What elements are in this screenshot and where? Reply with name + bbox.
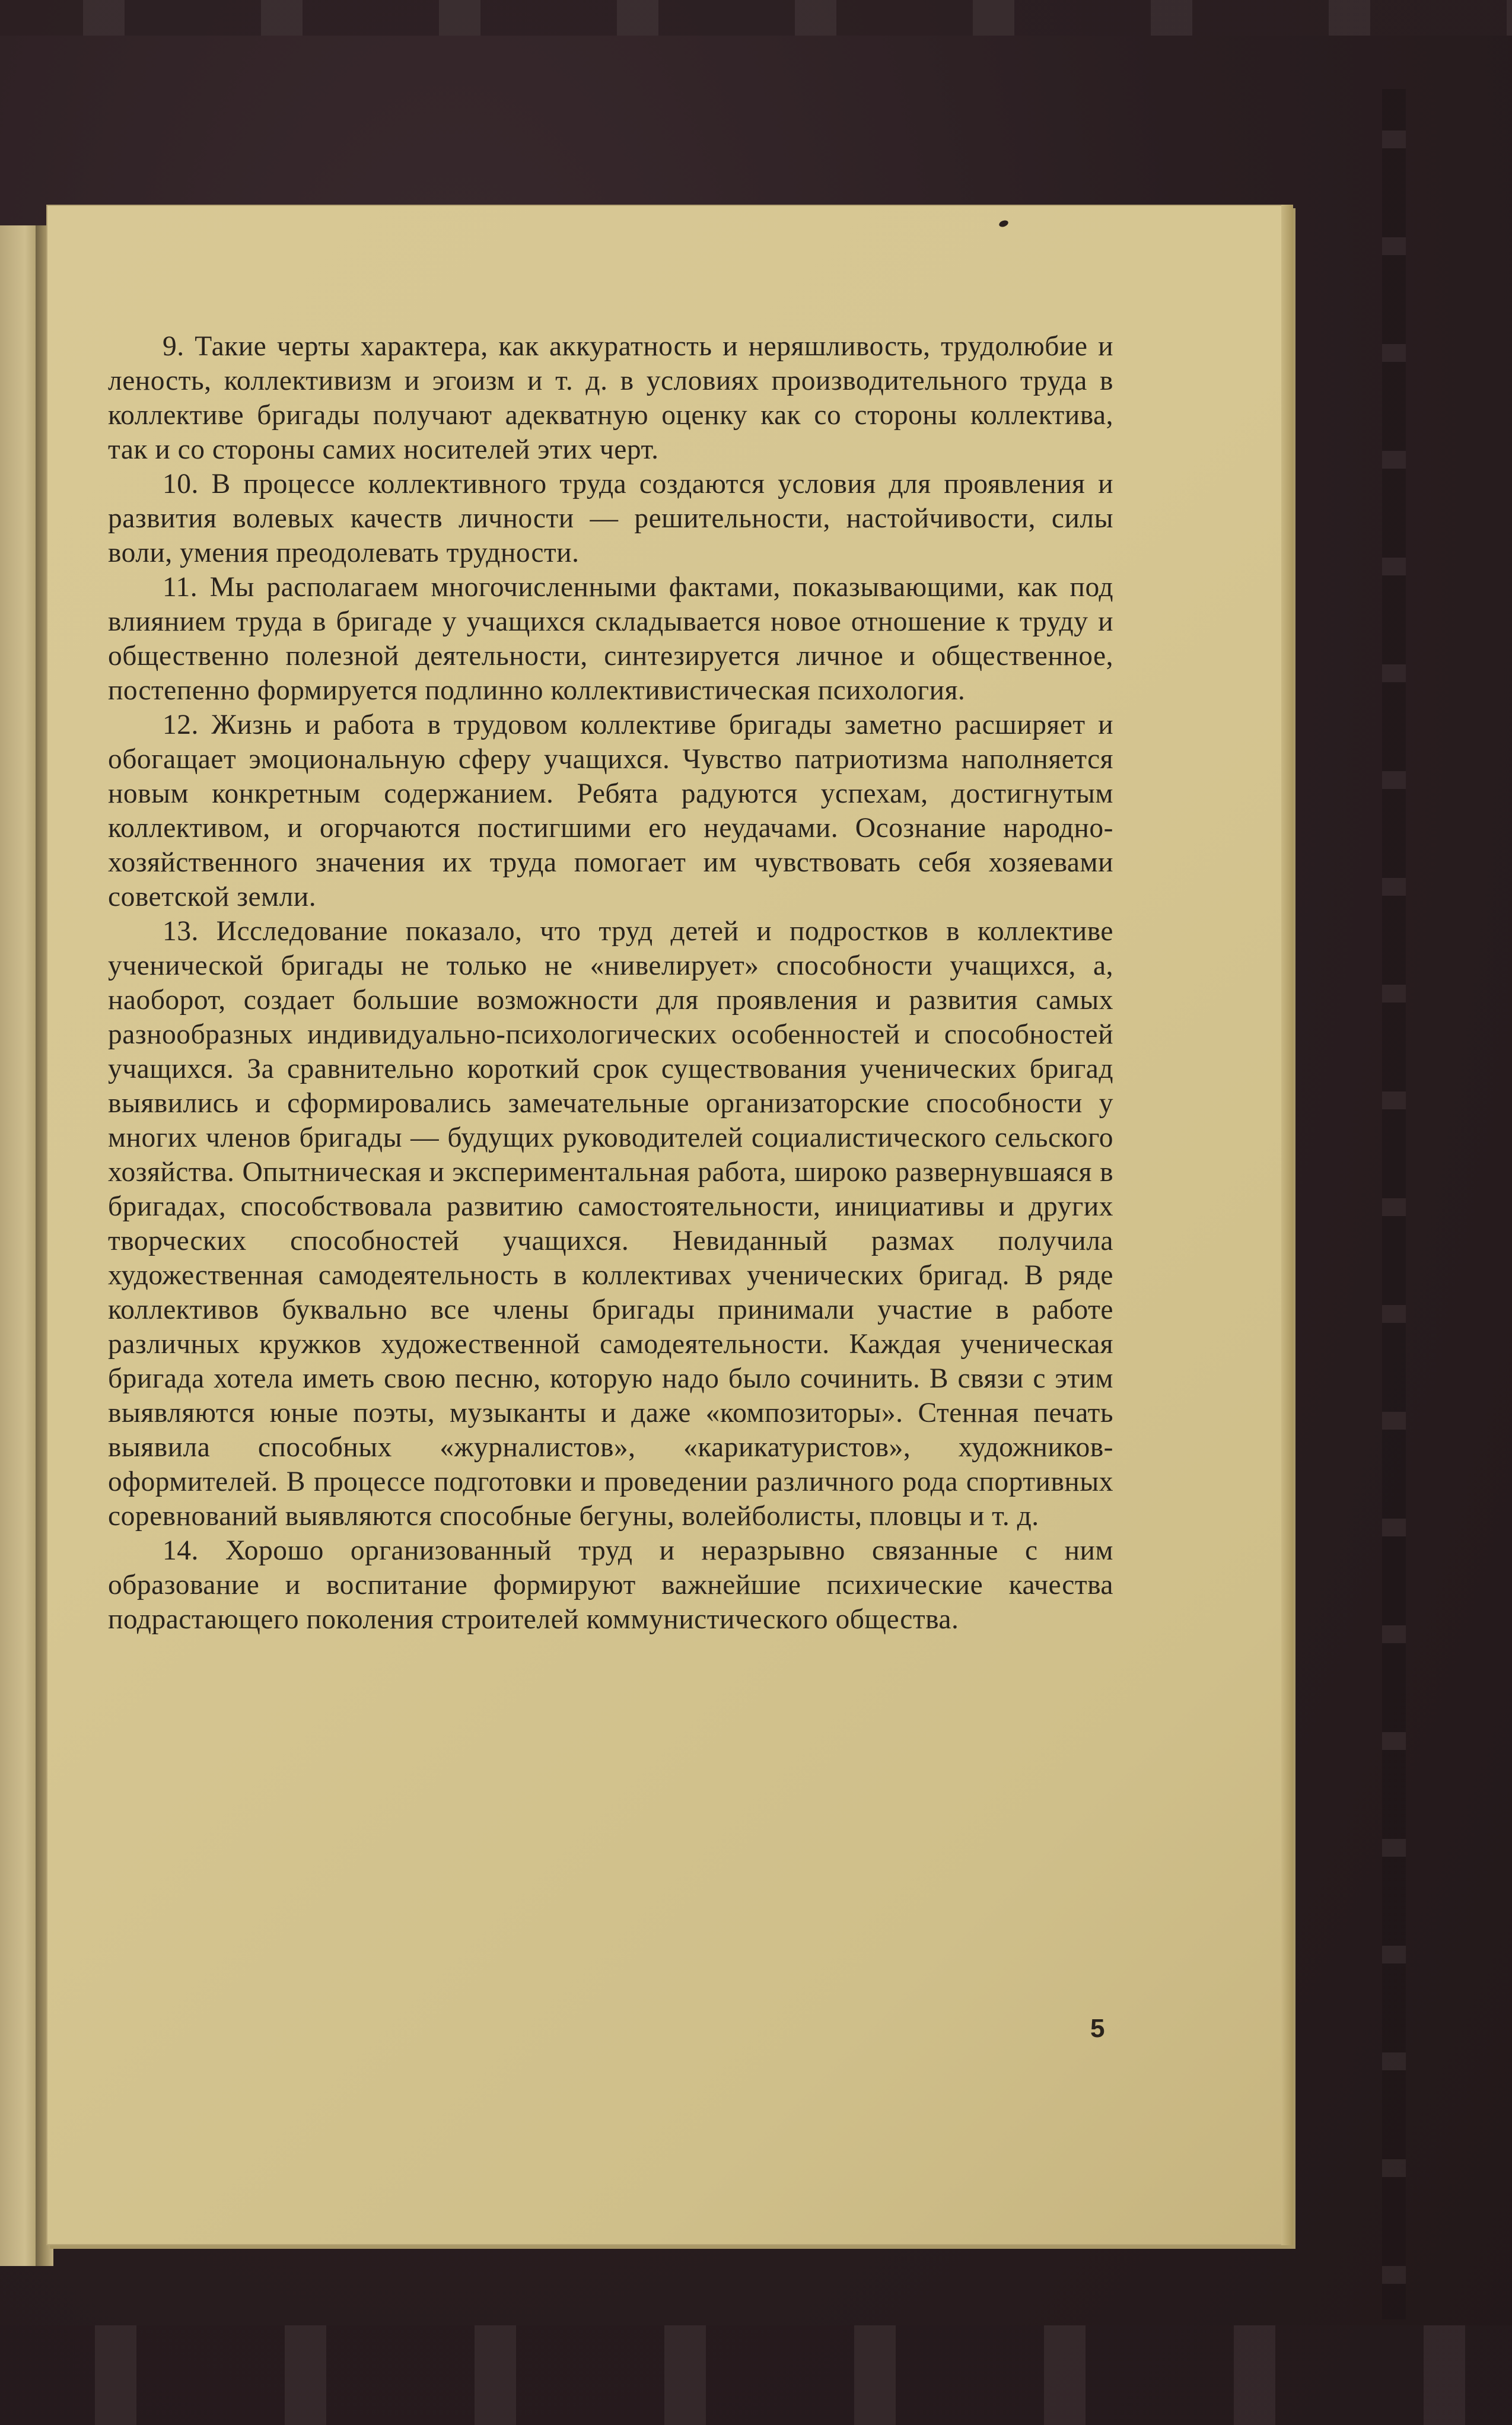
paragraph-10: 10. В процессе коллективного труда создаются условия для проявления и развития волевых качеств личности — решительности, настойчивости, силы воли, умения преодолевать трудности. [108, 469, 1113, 568]
page-number: 5 [1090, 2014, 1105, 2043]
paragraph-9: 9. Такие черты характера, как аккуратность и неряшливость, трудолюбие и леность, коллективизм и эгоизм и т. д. в условиях производительного труда в коллективе бригады получают адекватную оценку как со стороны коллектива, так и со стороны самих носителей этих черт. [108, 331, 1113, 465]
page-fore-edge [1281, 205, 1293, 2245]
paragraph-13: 13. Исследование показало, что труд детей и подростков в коллективе ученической бригады не только не «нивелирует» способности учащихся, а, наоборот, создает большие возможности для проявления и развития самых разнообразных индивидуально-психологических особенностей и способностей учащихся. За сравнительно короткий срок существования ученических бригад выявились и сформировались замечательные организаторские способности у многих членов бригады — будущих руководителей социалистического сельского хозяйства. Опытническая и экспериментальная работа, широко развернувшаяся в бригадах, способствовала развитию самостоятельности, инициативы и других творческих способностей учащихся. Невиданный размах получила художественная самодеятельность в коллективах ученических бригад. В ряде коллективов буквально все члены бригады принимали участие в работе различных кружков художественной самодеятельности. Каждая ученическая бригада хотела иметь свою песню, которую надо было сочинить. В связи с этим выявляются юные поэты, музыканты и даже «композиторы». Стенная печать выявила способных «журналистов», «карикатуристов», художников-оформителей. В процессе подготовки и проведении различного рода спортивных соревнований выявляются способные бегуны, волейболисты, пловцы и т. д. [108, 916, 1113, 1532]
paragraph-11: 11. Мы располагаем многочисленными фактами, показывающими, как под влиянием труда в бригаде у учащихся складывается новое отношение к труду и общественно полезной деятельности, синтезируется личное и общественное, постепенно формируется подлинно коллективистическая психология. [108, 572, 1113, 706]
scanner-right-edge [1382, 89, 1406, 2319]
scanner-bottom-edge [0, 2325, 1512, 2425]
paragraph-14: 14. Хорошо организованный труд и неразрывно связанные с ним образование и воспитание формируют важнейшие психические качества подрастающего поколения строителей коммунистического общества. [108, 1535, 1113, 1635]
scanner-top-edge [0, 0, 1512, 36]
paragraph-12: 12. Жизнь и работа в трудовом коллективе бригады заметно расширяет и обогащает эмоциональную сферу учащихся. Чувство патриотизма наполняется новым конкретным содержанием. Ребята радуются успехам, достигнутым коллективом, и огорчаются постигшими его неудачами. Осознание народно-хозяйственного значения их труда помогает им чувствовать себя хозяевами советской земли. [108, 709, 1113, 912]
body-text [108, 329, 1113, 1637]
